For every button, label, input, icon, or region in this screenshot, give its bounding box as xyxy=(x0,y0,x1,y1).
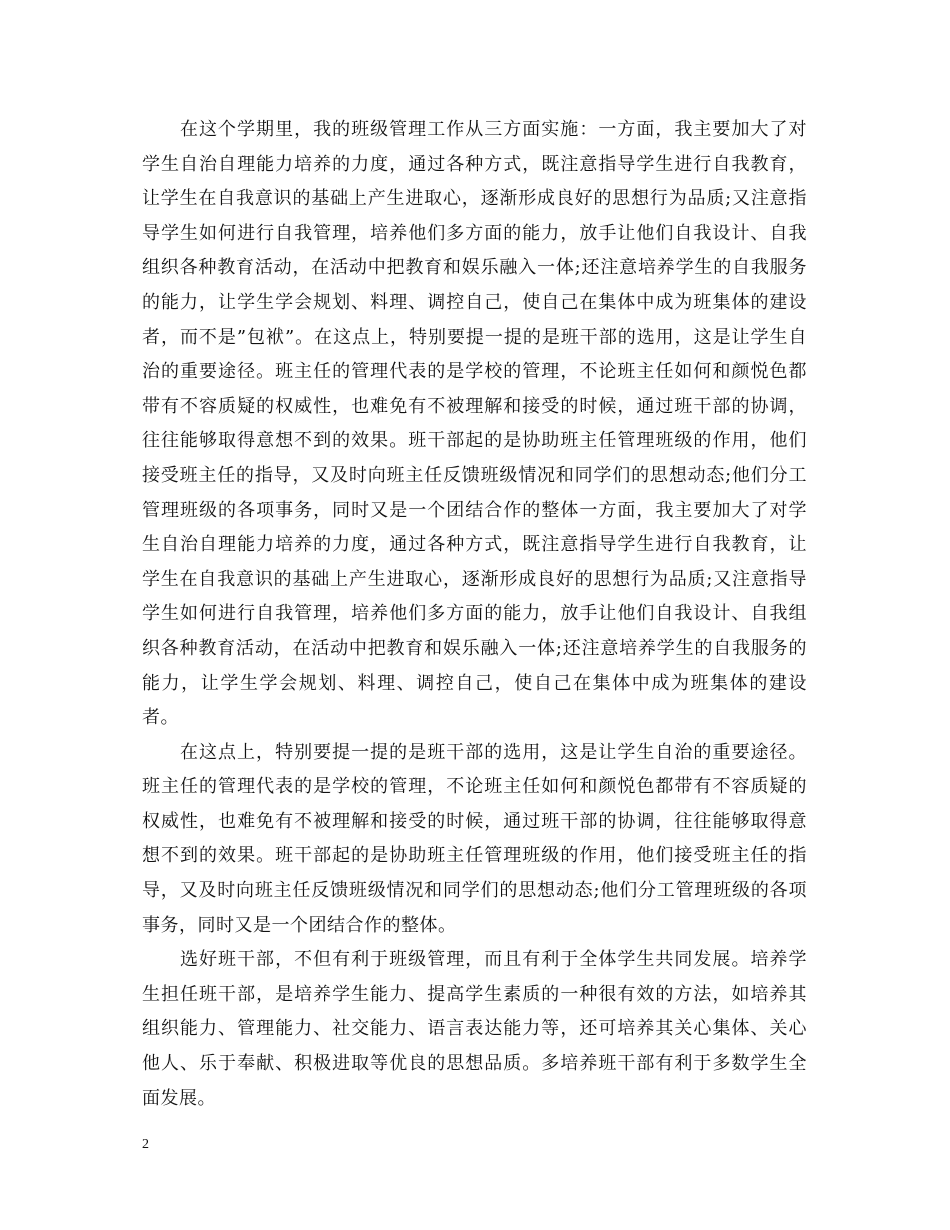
page-number: 2 xyxy=(142,1137,149,1152)
paragraph-3: 选好班干部，不但有利于班级管理，而且有利于全体学生共同发展。培养学生担任班干部，是培养学生能力、提高学生素质的一种很有效的方法，如培养其组织能力、管理能力、社交能力、语言表达能力等，还可培养其关心集体、关心他人、乐于奉献、积极进取等优良的思想品质。多培养班干部有利于多数学生全面发展。 xyxy=(142,949,807,1109)
paragraph-2: 在这点上，特别要提一提的是班干部的选用，这是让学生自治的重要途径。班主任的管理代表的是学校的管理，不论班主任如何和颜悦色都带有不容质疑的权威性，也难免有不被理解和接受的时候，通过班干部的协调，往往能够取得意想不到的效果。班干部起的是协助班主任管理班级的作用，他们接受班主任的指导，又及时向班主任反馈班级情况和同学们的思想动态;他们分工管理班级的各项事务，同时又是一个团结合作的整体。 xyxy=(142,741,807,936)
document-body xyxy=(142,113,807,1116)
paragraph-1: 在这个学期里，我的班级管理工作从三方面实施：一方面，我主要加大了对学生自治自理能力培养的力度，通过各种方式，既注意指导学生进行自我教育，让学生在自我意识的基础上产生进取心，逐渐形成良好的思想行为品质;又注意指导学生如何进行自我管理，培养他们多方面的能力，放手让他们自我设计、自我组织各种教育活动，在活动中把教育和娱乐融入一体;还注意培养学生的自我服务的能力，让学生学会规划、料理、调控自己，使自己在集体中成为班集体的建设者，而不是”包袱”。在这点上，特别要提一提的是班干部的选用，这是让学生自治的重要途径。班主任的管理代表的是学校的管理，不论班主任如何和颜悦色都带有不容质疑的权威性，也难免有不被理解和接受的时候，通过班干部的协调，往往能够取得意想不到的效果。班干部起的是协助班主任管理班级的作用，他们接受班主任的指导，又及时向班主任反馈班级情况和同学们的思想动态;他们分工管理班级的各项事务，同时又是一个团结合作的整体一方面，我主要加大了对学生自治自理能力培养的力度，通过各种方式，既注意指导学生进行自我教育，让学生在自我意识的基础上产生进取心，逐渐形成良好的思想行为品质;又注意指导学生如何进行自我管理，培养他们多方面的能力，放手让他们自我设计、自我组织各种教育活动，在活动中把教育和娱乐融入一体;还注意培养学生的自我服务的能力，让学生学会规划、料理、调控自己，使自己在集体中成为班集体的建设者。 xyxy=(142,119,807,729)
